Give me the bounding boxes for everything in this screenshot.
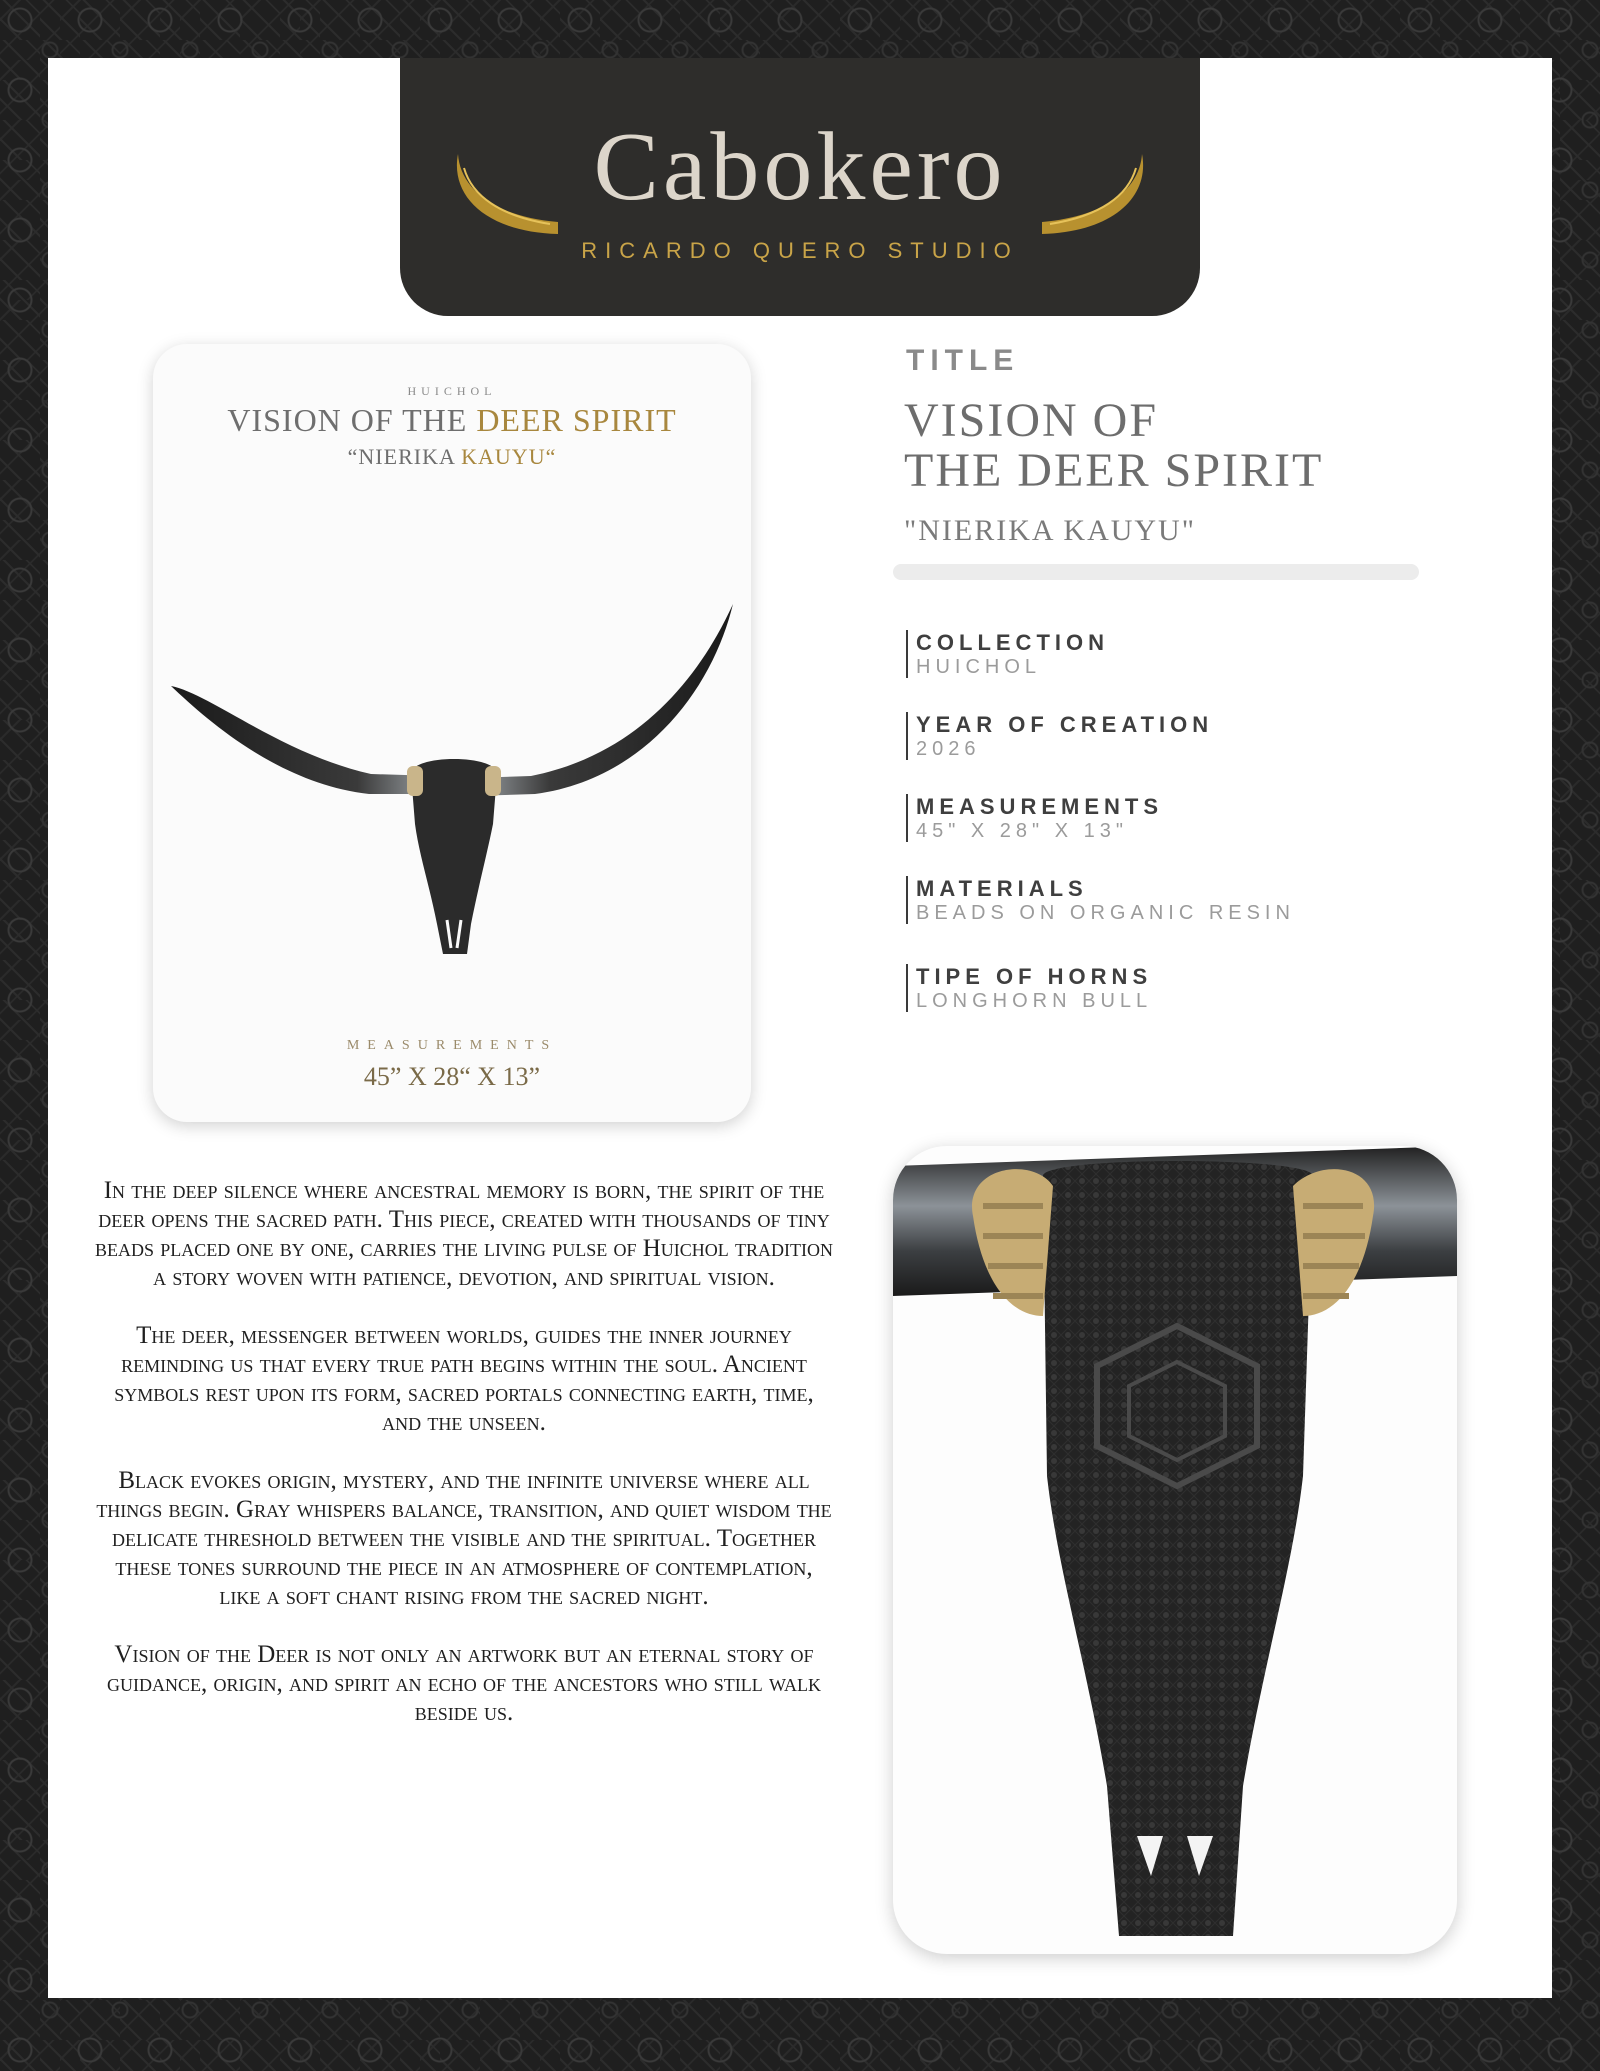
artwork-description (92, 1176, 836, 1756)
spec-value: LONGHORN BULL (916, 990, 1153, 1012)
poster-title (153, 402, 751, 439)
skull-closeup-photo (893, 1146, 1457, 1954)
spec-value: HUICHOL (916, 656, 1042, 678)
spec-label: YEAR OF CREATION (916, 712, 1214, 737)
brand-subtitle: RICARDO QUERO STUDIO (581, 238, 1019, 263)
description-paragraph: In the deep silence where ancestral memory is born, the spirit of the deer opens the sacred path. This piece, created with thousands of tiny beads placed one by one, carries the living pulse of Huichol tradition a story woven with patience, devotion, and spiritual vision. (94, 1177, 834, 1291)
spec-label: MEASUREMENTS (916, 794, 1164, 819)
poster-subtitle (153, 444, 751, 470)
poster-measurements-label: MEASUREMENTS (346, 1038, 558, 1053)
spec-value: 45" X 28" X 13" (916, 820, 1128, 842)
spec-value: 2026 (916, 738, 981, 760)
brand-logo: Cabokero (593, 113, 1007, 221)
spec-measurements (906, 794, 1163, 842)
artwork-title (904, 396, 1424, 496)
poster-card (153, 344, 751, 1122)
spec-label: COLLECTION (916, 630, 1109, 655)
spec-horns (906, 964, 1152, 1012)
description-paragraph: Vision of the Deer is not only an artwork but an eternal story of guidance, origin, and spirit an echo of the ancestors who still walk beside us. (107, 1641, 821, 1726)
logo-header (400, 58, 1200, 316)
longhorn-skull-image (171, 604, 733, 964)
spec-collection (906, 630, 1109, 678)
poster-title-gold: DEER SPIRIT (476, 402, 677, 438)
title-divider (893, 564, 1419, 580)
artwork-subtitle: "NIERIKA KAUYU" (904, 514, 1196, 547)
description-paragraph: Black evokes origin, mystery, and the infinite universe where all things begin. Gray whispers balance, transition, and quiet wisdom the delicate threshold between the visible and the spiritual. Together these tones surround the piece in an atmosphere of contemplation, like a soft chant rising from the sacred night. (96, 1467, 832, 1610)
poster-title-plain: VISION OF THE (227, 402, 477, 438)
poster-subtitle-gold: KAUYU“ (461, 444, 557, 469)
spec-label: MATERIALS (916, 876, 1088, 901)
artwork-title-line2: THE DEER SPIRIT (904, 444, 1324, 497)
spec-materials (906, 876, 1295, 924)
description-paragraph: The deer, messenger between worlds, guides the inner journey reminding us that every true path begins within the soul. Ancient symbols rest upon its form, sacred portals connecting earth, time, and the unseen. (114, 1322, 814, 1436)
spec-year (906, 712, 1213, 760)
poster-measurements-value: 45” X 28“ X 13” (363, 1062, 541, 1091)
spec-label: TIPE OF HORNS (916, 964, 1153, 989)
poster-collection: HUICHOL (407, 384, 497, 398)
title-label: TITLE (906, 344, 1020, 377)
beaded-skull-closeup-image (893, 1146, 1457, 1954)
poster-subtitle-plain: “NIERIKA (347, 444, 462, 469)
spec-value: BEADS ON ORGANIC RESIN (916, 902, 1295, 924)
artwork-title-line1: VISION OF (904, 394, 1159, 447)
